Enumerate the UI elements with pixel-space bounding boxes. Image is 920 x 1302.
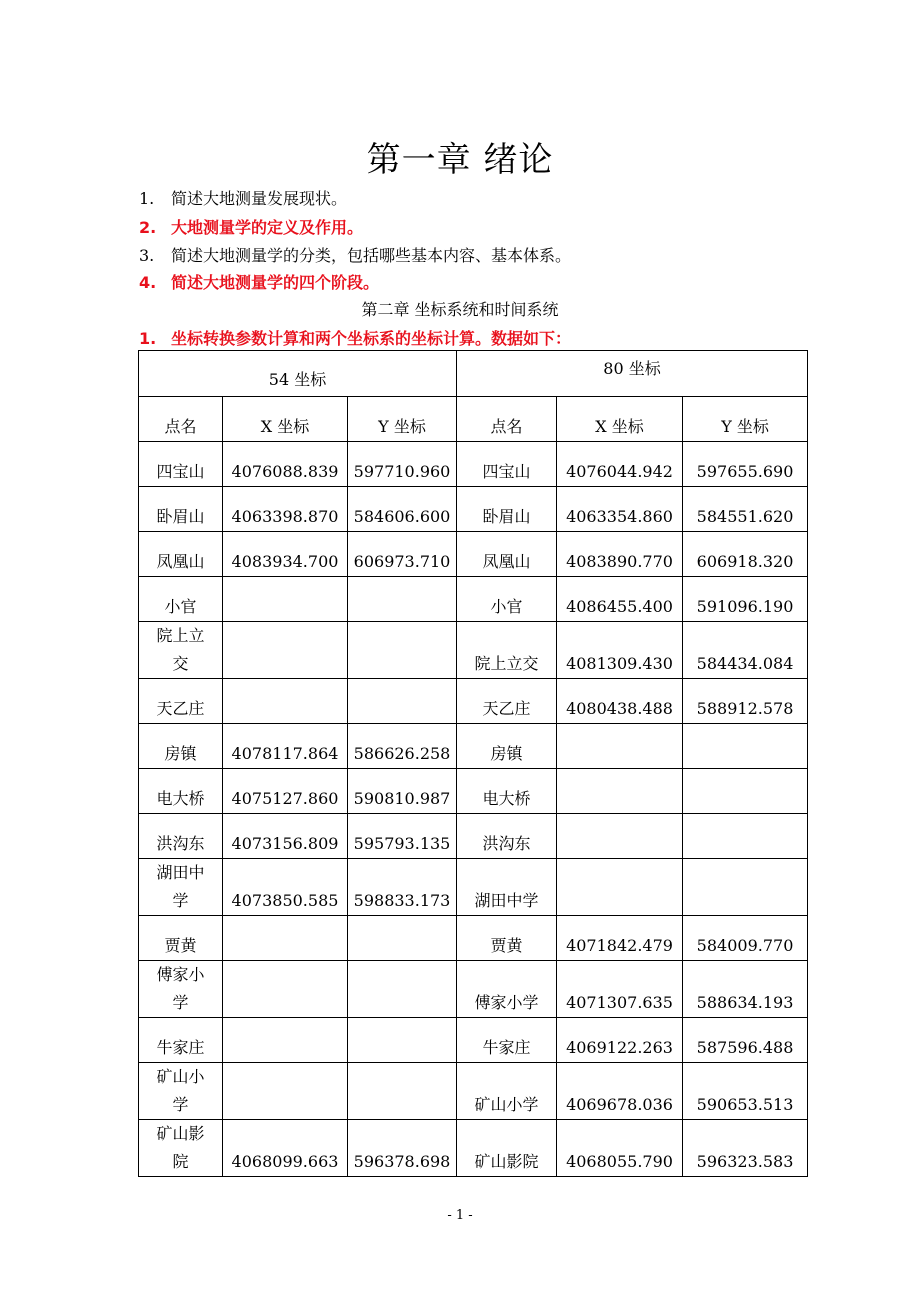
column-header: 点名: [139, 397, 223, 442]
table-row: [139, 814, 808, 859]
y-coordinate-cell: [683, 769, 808, 814]
x-coordinate-cell: 4083890.770: [557, 532, 683, 577]
x-coordinate-cell: 4069678.036: [557, 1063, 683, 1120]
page-number: - 1 -: [447, 1208, 473, 1223]
table-row: [139, 442, 808, 487]
point-name-cell: 矿山影院: [139, 1120, 223, 1177]
y-coordinate-cell: 598833.173: [348, 859, 457, 916]
table-row: [139, 1018, 808, 1063]
x-coordinate-cell: 4080438.488: [557, 679, 683, 724]
y-coordinate-cell: 606918.320: [683, 532, 808, 577]
point-name-cell: 牛家庄: [457, 1018, 557, 1063]
y-coordinate-cell: 591096.190: [683, 577, 808, 622]
table-row: [139, 532, 808, 577]
y-coordinate-cell: [348, 916, 457, 961]
point-name-cell: 四宝山: [139, 442, 223, 487]
y-coordinate-cell: 588634.193: [683, 961, 808, 1018]
point-name-cell: 湖田中学: [139, 859, 223, 916]
x-coordinate-cell: 4069122.263: [557, 1018, 683, 1063]
y-coordinate-cell: 596323.583: [683, 1120, 808, 1177]
point-name-cell: 天乙庄: [457, 679, 557, 724]
x-coordinate-cell: [223, 1018, 348, 1063]
table-row: [139, 724, 808, 769]
task-text: 坐标转换参数计算和两个坐标系的坐标计算。数据如下：: [171, 329, 572, 348]
point-name-cell: 天乙庄: [139, 679, 223, 724]
x-coordinate-cell: 4073850.585: [223, 859, 348, 916]
x-coordinate-cell: [557, 724, 683, 769]
x-coordinate-cell: 4076088.839: [223, 442, 348, 487]
y-coordinate-cell: 586626.258: [348, 724, 457, 769]
x-coordinate-cell: [223, 622, 348, 679]
question-number: 2.: [139, 218, 157, 237]
y-coordinate-cell: [348, 679, 457, 724]
table-row: [139, 961, 808, 1018]
table-row: [139, 622, 808, 679]
question-text: 简述大地测量学的分类，包括哪些基本内容、基本体系。: [171, 246, 572, 265]
point-name-cell: 小官: [139, 577, 223, 622]
x-coordinate-cell: 4068055.790: [557, 1120, 683, 1177]
page-title: 第一章 绪论: [366, 140, 554, 180]
x-coordinate-cell: 4081309.430: [557, 622, 683, 679]
x-coordinate-cell: 4068099.663: [223, 1120, 348, 1177]
x-coordinate-cell: 4078117.864: [223, 724, 348, 769]
point-name-cell: 洪沟东: [457, 814, 557, 859]
point-name-cell: 傅家小学: [139, 961, 223, 1018]
y-coordinate-cell: [348, 622, 457, 679]
y-coordinate-cell: [683, 814, 808, 859]
question-number: 3.: [139, 246, 155, 265]
question-text: 简述大地测量发展现状。: [171, 189, 348, 208]
point-name-cell: 卧眉山: [457, 487, 557, 532]
x-coordinate-cell: [223, 961, 348, 1018]
y-coordinate-cell: 584434.084: [683, 622, 808, 679]
x-coordinate-cell: [557, 859, 683, 916]
point-name-cell: 矿山小学: [139, 1063, 223, 1120]
y-coordinate-cell: 596378.698: [348, 1120, 457, 1177]
x-coordinate-cell: [223, 1063, 348, 1120]
point-name-cell: 牛家庄: [139, 1018, 223, 1063]
point-name-cell: 贾黄: [457, 916, 557, 961]
y-coordinate-cell: 584606.600: [348, 487, 457, 532]
group-header-row: [139, 351, 808, 397]
y-coordinate-cell: [348, 1018, 457, 1063]
table-row: [139, 859, 808, 916]
chapter-2-title: 第二章 坐标系统和时间系统: [361, 300, 559, 319]
y-coordinate-cell: 584551.620: [683, 487, 808, 532]
y-coordinate-cell: 606973.710: [348, 532, 457, 577]
question-number: 4.: [139, 273, 157, 292]
y-coordinate-cell: 590810.987: [348, 769, 457, 814]
point-name-cell: 洪沟东: [139, 814, 223, 859]
question-3: [139, 246, 571, 266]
y-coordinate-cell: 587596.488: [683, 1018, 808, 1063]
point-name-cell: 院上立交: [457, 622, 557, 679]
point-name-cell: 凤凰山: [139, 532, 223, 577]
table-row: [139, 1120, 808, 1177]
x-coordinate-cell: 4071842.479: [557, 916, 683, 961]
x-coordinate-cell: 4075127.860: [223, 769, 348, 814]
point-name-cell: 贾黄: [139, 916, 223, 961]
group-54-header: 54 坐标: [139, 351, 457, 397]
y-coordinate-cell: 588912.578: [683, 679, 808, 724]
group-80-header: 80 坐标: [457, 351, 808, 397]
y-coordinate-cell: 595793.135: [348, 814, 457, 859]
x-coordinate-cell: 4086455.400: [557, 577, 683, 622]
x-coordinate-cell: 4083934.700: [223, 532, 348, 577]
table-row: [139, 916, 808, 961]
x-coordinate-cell: 4076044.942: [557, 442, 683, 487]
y-coordinate-cell: 597655.690: [683, 442, 808, 487]
x-coordinate-cell: [223, 679, 348, 724]
y-coordinate-cell: 597710.960: [348, 442, 457, 487]
task-number: 1.: [139, 329, 157, 348]
question-2: [139, 218, 363, 238]
table-row: [139, 679, 808, 724]
y-coordinate-cell: [348, 577, 457, 622]
coordinate-table: [138, 350, 808, 1177]
x-coordinate-cell: [223, 577, 348, 622]
y-coordinate-cell: [683, 724, 808, 769]
y-coordinate-cell: 590653.513: [683, 1063, 808, 1120]
point-name-cell: 院上立交: [139, 622, 223, 679]
point-name-cell: 电大桥: [457, 769, 557, 814]
point-name-cell: 傅家小学: [457, 961, 557, 1018]
column-header: Y 坐标: [348, 397, 457, 442]
table-row: [139, 577, 808, 622]
y-coordinate-cell: 584009.770: [683, 916, 808, 961]
point-name-cell: 湖田中学: [457, 859, 557, 916]
column-header: Y 坐标: [683, 397, 808, 442]
table-row: [139, 487, 808, 532]
table-row: [139, 1063, 808, 1120]
question-text: 大地测量学的定义及作用。: [171, 218, 364, 237]
column-header: X 坐标: [223, 397, 348, 442]
point-name-cell: 卧眉山: [139, 487, 223, 532]
x-coordinate-cell: [557, 769, 683, 814]
point-name-cell: 矿山影院: [457, 1120, 557, 1177]
y-coordinate-cell: [348, 961, 457, 1018]
x-coordinate-cell: 4063354.860: [557, 487, 683, 532]
point-name-cell: 凤凰山: [457, 532, 557, 577]
x-coordinate-cell: 4071307.635: [557, 961, 683, 1018]
point-name-cell: 电大桥: [139, 769, 223, 814]
question-number: 1.: [139, 189, 155, 208]
x-coordinate-cell: 4073156.809: [223, 814, 348, 859]
column-header-row: [139, 397, 808, 442]
table-row: [139, 769, 808, 814]
x-coordinate-cell: [223, 916, 348, 961]
point-name-cell: 四宝山: [457, 442, 557, 487]
column-header: 点名: [457, 397, 557, 442]
y-coordinate-cell: [683, 859, 808, 916]
question-1: [139, 189, 347, 209]
point-name-cell: 小官: [457, 577, 557, 622]
point-name-cell: 矿山小学: [457, 1063, 557, 1120]
point-name-cell: 房镇: [457, 724, 557, 769]
y-coordinate-cell: [348, 1063, 457, 1120]
column-header: X 坐标: [557, 397, 683, 442]
point-name-cell: 房镇: [139, 724, 223, 769]
x-coordinate-cell: [557, 814, 683, 859]
question-text: 简述大地测量学的四个阶段。: [171, 273, 380, 292]
x-coordinate-cell: 4063398.870: [223, 487, 348, 532]
question-4: [139, 273, 379, 293]
task-heading: [139, 329, 571, 349]
